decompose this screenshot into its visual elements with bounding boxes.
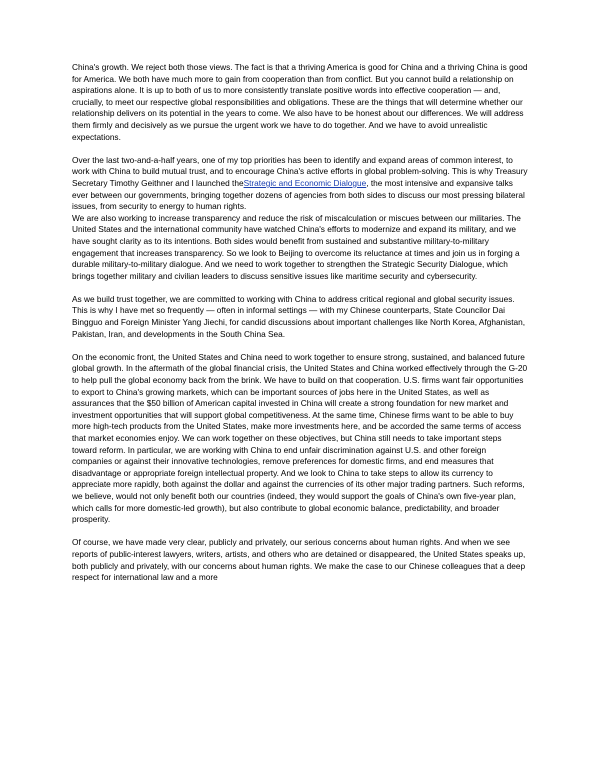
paragraph-5: On the economic front, the United States and China need to work together to ensure strong, sustained, and balanced future global growth. In the aftermath of the global financial crisis, the United States and China worked effectively through the G-20 to help pull the global economy back from the brink. We have to build on that cooperation. U.S. firms want fair opportunities to export to China's growing markets, which can be important sources of jobs here in the United States, as well as assurances that the $50 billion of American capital invested in China will create a strong foundation for new market and investment opportunities that will support global competitiveness. At the same time, Chinese firms want to be able to buy more high-tech products from the United States, make more investments here, and be accorded the same terms of access that market economies enjoy. We can work together on these objectives, but China still needs to take important steps toward reform. In particular, we are working with China to end unfair discrimination against U.S. and other foreign companies or against their innovative technologies, remove preferences for domestic firms, and end measures that disadvantage or appropriate foreign intellectual property. And we look to China to take steps to allow its currency to appreciate more rapidly, both against the dollar and against the currencies of its other major trading partners. Such reforms, we believe, would not only benefit both our countries (indeed, they would support the goals of China's own five-year plan, which calls for more domestic-led growth), but also contribute to global economic balance, predictability, and broader prosperity. <box>72 351 528 525</box>
paragraph-spacer <box>72 340 528 352</box>
paragraph-2 <box>72 155 528 213</box>
paragraph-4: As we build trust together, we are committed to working with China to address critical regional and global security issues. This is why I have met so frequently — often in informal settings — with my Chinese counterparts, State Councilor Dai Bingguo and Foreign Minister Yang Jiechi, for candid discussions about important challenges like North Korea, Afghanistan, Pakistan, Iran, and developments in the South China Sea. <box>72 293 526 339</box>
paragraph-1: China's growth. We reject both those views. The fact is that a thriving America is good for China and a thriving China is good for America. We both have much more to gain from cooperation than from conflict. But you cannot build a relationship on aspirations alone. It is up to both of us to more consistently translate positive words into effective cooperation — and, crucially, to meet our respective global responsibilities and obligations. These are the things that will determine whether our relationship delivers on its potential in the years to come. We also have to be honest about our differences. We will address them firmly and decisively as we pursue the urgent work we have to do together. And we have to avoid unrealistic expectations. <box>72 62 528 142</box>
paragraph-2-text-before-link: Over the last two-and-a-half years, one of my top priorities has been to identify and expand areas of common interest, to work with China to build mutual trust, and to encourage China's active efforts in global problem-solving. This is why Treasury Secretary Timothy Geithner and I launched the <box>72 154 528 188</box>
paragraph-2-text-after-link: , the most intensive and expansive talks ever between our governments, bringing together dozens of agencies from both sides to discuss our most pressing bilateral issues, from security to energy to human rights. <box>72 177 525 212</box>
paragraph-spacer <box>72 143 528 155</box>
strategic-and-economic-dialogue-link[interactable]: Strategic and Economic Dialogue <box>243 177 367 188</box>
document-body <box>72 62 528 584</box>
paragraph-6: Of course, we have made very clear, publicly and privately, our serious concerns about human rights. And when we see reports of public-interest lawyers, writers, artists, and others who are detained or disappeared, the United States speaks up, both publicly and privately, with our concerns about human rights. We make the case to our Chinese colleagues that a deep respect for international law and a more <box>72 537 526 583</box>
paragraph-spacer <box>72 526 528 538</box>
paragraph-3: We are also working to increase transparency and reduce the risk of miscalculation or miscues between our militaries. The United States and the international community have watched China's efforts to modernize and expand its military, and we have sought clarity as to its intentions. Both sides would benefit from sustained and substantive military-to-military engagement that increases transparency. So we look to Beijing to overcome its reluctance at times and join us in forging a durable military-to-military dialogue. And we need to work together to strengthen the Strategic Security Dialogue, which brings together military and civilian leaders to discuss sensitive issues like maritime security and cybersecurity. <box>72 212 521 281</box>
paragraph-spacer <box>72 282 528 294</box>
